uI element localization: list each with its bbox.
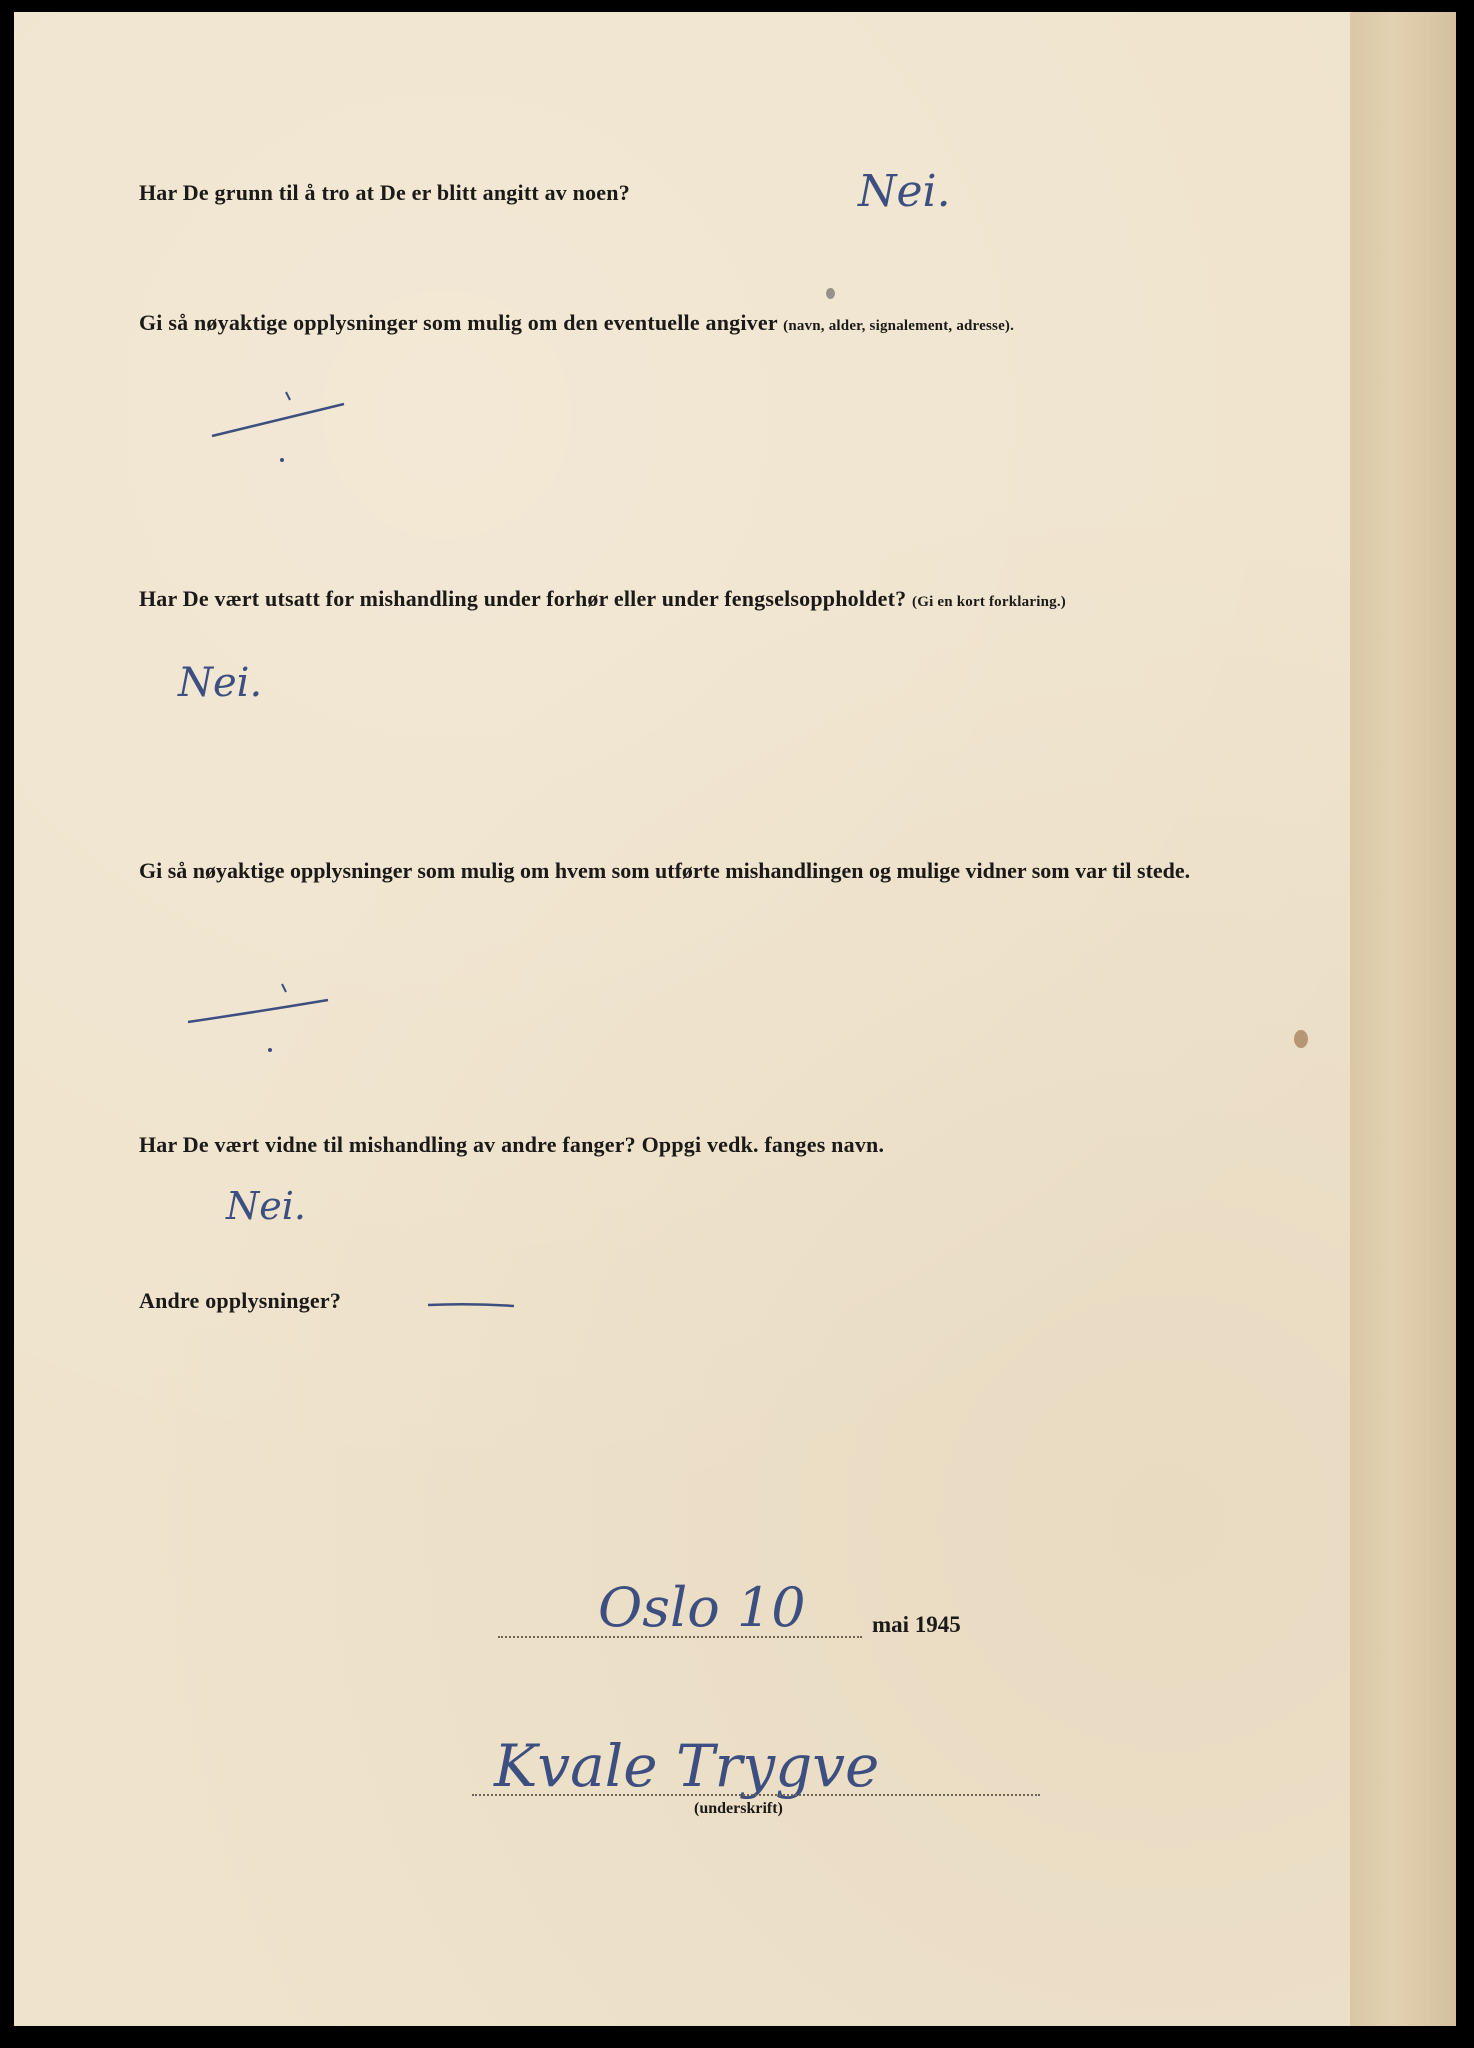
question-angiver — [139, 310, 1014, 336]
question-label: Har De grunn til å tro at De er blitt angitt av noen? — [139, 180, 630, 205]
stain — [826, 288, 835, 299]
signature-dotted-line — [472, 1794, 1040, 1796]
dash-mark-utforte — [186, 976, 336, 1056]
dash-mark-andre — [426, 1300, 516, 1310]
question-label: Gi så nøyaktige opplysninger som mulig om hvem som utførte mishandlingen og mulige vidner som var til stede. — [139, 858, 1191, 883]
question-note: (navn, alder, signalement, adresse). — [783, 318, 1015, 334]
date-place-handwritten: Oslo 10 — [598, 1576, 806, 1639]
dash-mark-angiver — [210, 386, 350, 466]
question-utforte — [139, 852, 1339, 890]
question-vidne — [139, 1132, 884, 1158]
question-label: Har De vært vidne til mishandling av andre fanger? Oppgi vedk. fanges navn. — [139, 1132, 885, 1157]
question-angitt — [139, 180, 630, 206]
answer-mishandling: Nei. — [178, 660, 263, 706]
signature: Kvale Trygve — [494, 1732, 880, 1800]
question-mishandling — [139, 586, 1066, 612]
question-label: Gi så nøyaktige opplysninger som mulig om den eventuelle angiver — [139, 310, 778, 335]
question-label: Andre opplysninger? — [139, 1288, 342, 1313]
question-note: (Gi en kort forklaring.) — [912, 594, 1066, 610]
date-dotted-line — [498, 1636, 862, 1638]
answer-angitt: Nei. — [858, 166, 951, 217]
page-edge — [1350, 12, 1456, 2026]
date-printed: mai 1945 — [872, 1612, 961, 1637]
stain — [1294, 1030, 1308, 1048]
signature-caption: (underskrift) — [694, 1800, 783, 1817]
answer-vidne: Nei. — [226, 1184, 306, 1228]
question-label: Har De vært utsatt for mishandling under forhør eller under fengselsoppholdet? — [139, 586, 907, 611]
question-andre — [139, 1288, 341, 1314]
